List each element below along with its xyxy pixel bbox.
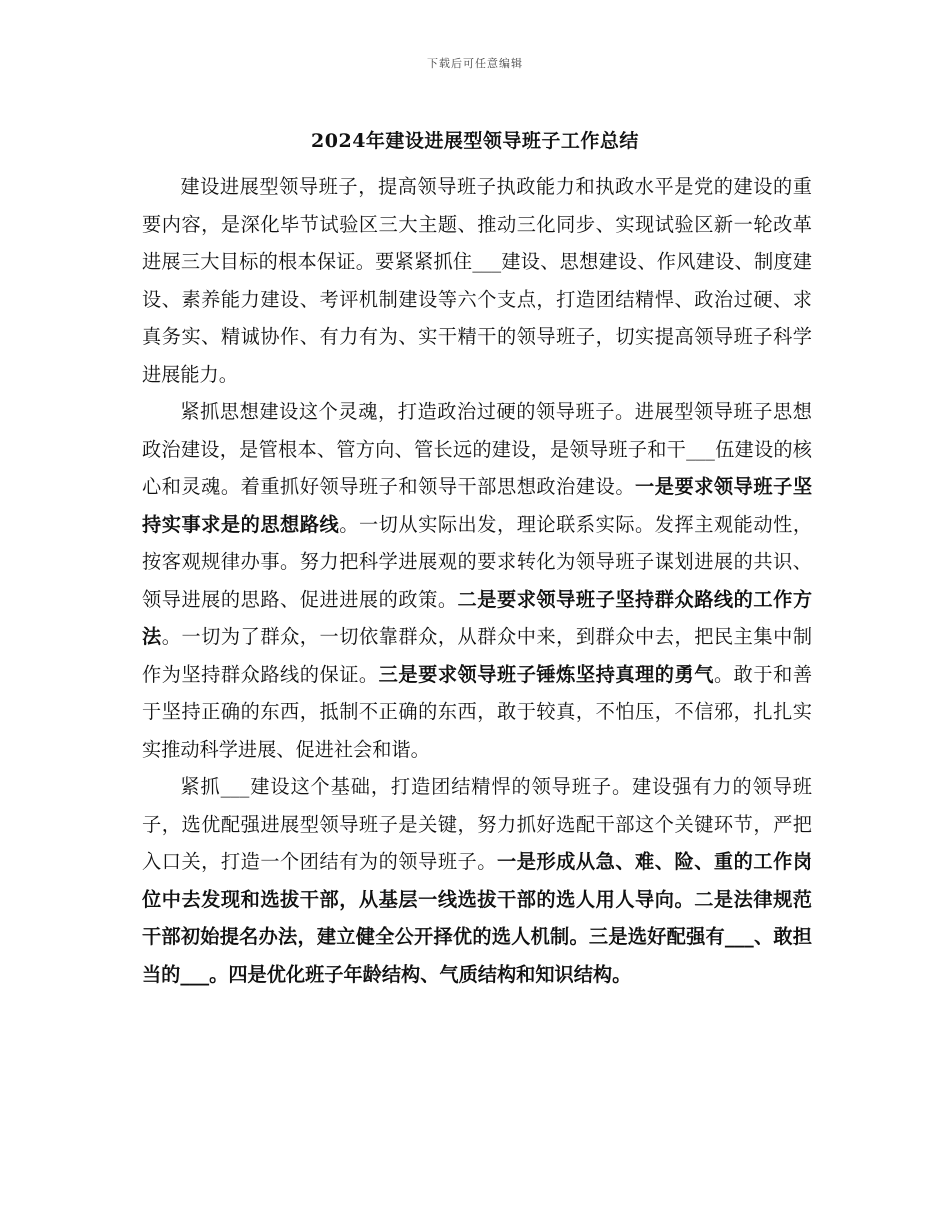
paragraph-1 (142, 168, 812, 393)
document-title: 2024年建设进展型领导班子工作总结 (311, 130, 639, 152)
document-body (142, 168, 812, 993)
page-header: 下载后可任意编辑 (427, 57, 523, 70)
bold-segment: 三是要求领导班子锤炼坚持真理的勇气 (378, 662, 714, 686)
text-segment: 。一切为了群众，一切依靠群众，从群众中来，到群众中去，把民主集中制作为坚持群众路线的保证。 (142, 625, 813, 686)
text-segment: 紧抓思想建设这个灵魂，打造政治过硬的领导班子。进展型领导班子思想政治建设，是管根本、管方向、管长远的建设，是领导班子和干___伍建设的核心和灵魂。着重抓好领导班子和领导干部思想政治建设。 (142, 400, 812, 498)
bold-segment: 一是形成从急、难、险、重的工作岗位中去发现和选拔干部，从基层一线选拔干部的选人用人导向。二是法律规范干部初始提名办法，建立健全公开择优的选人机制。三是选好配强有___、敢担当的___。四是优化班子年龄结构、气质结构和知识结构。 (142, 850, 813, 986)
text-segment: 建设进展型领导班子，提高领导班子执政能力和执政水平是党的建设的重要内容，是深化毕节试验区三大主题、推动三化同步、实现试验区新一轮改革进展三大目标的根本保证。要紧紧抓住___建设、思想建设、作风建设、制度建设、素养能力建设、考评机制建设等六个支点，打造团结精悍、政治过硬、求真务实、精诚协作、有力有为、实干精干的领导班子，切实提高领导班子科学进展能力。 (142, 175, 812, 386)
paragraph-3 (142, 768, 812, 993)
text-segment: 紧抓___建设这个基础，打造团结精悍的领导班子。建设强有力的领导班子，选优配强进展型领导班子是关键，努力抓好选配干部这个关键环节，严把入口关，打造一个团结有为的领导班子。 (142, 775, 812, 873)
text-segment: 。敢于和善于坚持正确的东西，抵制不正确的东西，敢于较真，不怕压，不信邪，扎扎实实推动科学进展、促进社会和谐。 (142, 662, 813, 761)
bold-segment: 一是要求领导班子坚持实事求是的思想路线 (142, 475, 813, 536)
paragraph-2 (142, 393, 812, 768)
text-segment: 。一切从实际出发，理论联系实际。发挥主观能动性，按客观规律办事。努力把科学进展观的要求转化为领导班子谋划进展的共识、领导进展的思路、促进进展的政策。 (142, 512, 813, 611)
bold-segment: 二是要求领导班子坚持群众路线的工作方法 (142, 587, 813, 648)
